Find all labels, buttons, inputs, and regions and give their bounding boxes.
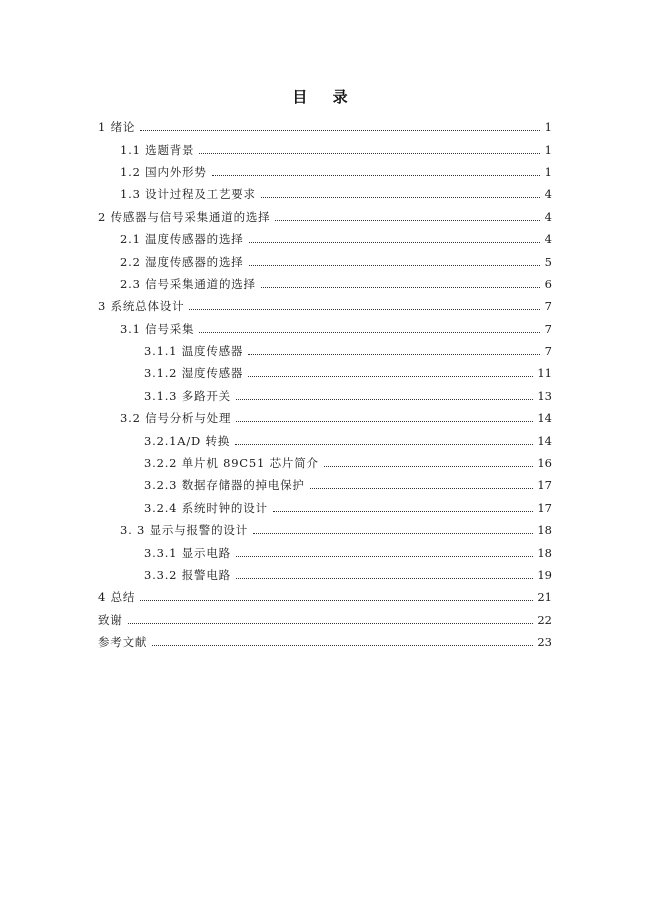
toc-entry[interactable] (98, 183, 552, 205)
toc-entry[interactable] (98, 519, 552, 541)
toc-entry-page-number: 11 (537, 366, 552, 381)
toc-entry[interactable] (98, 138, 552, 160)
toc-entry-label: 3.2 信号分析与处理 (120, 411, 232, 426)
dot-leader (236, 577, 533, 579)
toc-entry-label: 2 传感器与信号采集通道的选择 (98, 209, 271, 224)
toc-entry-label: 2.1 温度传感器的选择 (120, 232, 244, 247)
toc-entry-label: 3.2.4 系统时钟的设计 (144, 500, 268, 515)
dot-leader (199, 152, 540, 154)
toc-entry-label: 3.2.1A/D 转换 (144, 433, 231, 448)
toc-entry-label: 1.1 选题背景 (120, 142, 195, 157)
toc-entry-label: 1.2 国内外形势 (120, 164, 207, 179)
dot-leader (140, 599, 533, 601)
toc-entry-label: 3.3.2 报警电路 (144, 568, 231, 582)
toc-entry-label: 3.2.2 单片机 89C51 芯片简介 (144, 456, 319, 471)
toc-entry-page-number: 1 (544, 120, 552, 135)
toc-entry[interactable] (98, 295, 552, 317)
toc-entry[interactable] (98, 273, 552, 295)
toc-entry[interactable] (98, 586, 552, 608)
toc-entry-page-number: 6 (544, 276, 552, 291)
dot-leader (235, 443, 533, 445)
toc-entry-page-number: 14 (537, 433, 552, 448)
toc-entry-page-number: 1 (544, 164, 552, 179)
dot-leader (212, 174, 540, 176)
toc-entry[interactable] (98, 362, 552, 384)
dot-leader (273, 510, 534, 512)
toc-entry[interactable] (98, 228, 552, 250)
toc-entry-page-number: 21 (537, 590, 552, 605)
toc-entry[interactable] (98, 497, 552, 519)
toc-entry[interactable] (98, 116, 552, 138)
toc-entry-label: 2.2 湿度传感器的选择 (120, 254, 244, 269)
toc-entry-label: 1.3 设计过程及工艺要求 (120, 187, 256, 202)
toc-entry[interactable] (98, 407, 552, 429)
toc-entry-page-number: 4 (544, 232, 552, 247)
toc-entry-label: 参考文献 (98, 635, 148, 650)
toc-entry-label: 2.3 信号采集通道的选择 (120, 276, 256, 291)
toc-entry[interactable] (98, 564, 552, 586)
toc-entry-page-number: 7 (544, 299, 552, 314)
dot-leader (248, 353, 540, 355)
dot-leader (324, 465, 534, 467)
toc-entry-page-number: 1 (544, 142, 552, 157)
toc-entry-page-number: 13 (537, 388, 552, 403)
toc-entry-label: 3.1.1 温度传感器 (144, 344, 244, 359)
toc-entry[interactable] (98, 452, 552, 474)
dot-leader (128, 622, 534, 624)
toc-entry-label: 3. 3 显示与报警的设计 (120, 523, 248, 538)
toc-entry-page-number: 18 (537, 545, 552, 560)
dot-leader (248, 375, 533, 377)
toc-entry-page-number: 7 (544, 321, 552, 336)
toc-entry-label: 致谢 (98, 612, 123, 627)
toc-entry-page-number: 18 (537, 523, 552, 538)
toc-entry[interactable] (98, 318, 552, 340)
toc-entry-page-number: 14 (537, 411, 552, 426)
dot-leader (261, 286, 540, 288)
dot-leader (189, 308, 540, 310)
toc-entry-page-number: 5 (544, 254, 552, 269)
toc-entry[interactable] (98, 161, 552, 183)
toc-entry-label: 1 绪论 (98, 120, 136, 135)
toc-entry-label: 3.1 信号采集 (120, 321, 195, 336)
toc-title: 目 录 (292, 88, 358, 106)
table-of-contents (98, 116, 552, 653)
toc-entry-label: 3.1.2 湿度传感器 (144, 366, 244, 381)
toc-entry[interactable] (98, 206, 552, 228)
toc-entry-page-number: 22 (537, 612, 552, 627)
dot-leader (249, 241, 540, 243)
toc-entry[interactable] (98, 474, 552, 496)
toc-entry[interactable] (98, 250, 552, 272)
dot-leader (275, 219, 540, 221)
dot-leader (140, 129, 540, 131)
toc-entry-label: 3.1.3 多路开关 (144, 388, 231, 403)
toc-entry-page-number: 17 (537, 500, 552, 515)
toc-entry[interactable] (98, 340, 552, 362)
toc-entry-page-number: 4 (544, 187, 552, 202)
toc-entry-page-number: 19 (537, 568, 552, 582)
dot-leader (249, 264, 540, 266)
toc-entry[interactable] (98, 385, 552, 407)
dot-leader (261, 196, 540, 198)
toc-entry-page-number: 17 (537, 478, 552, 493)
toc-entry-label: 3 系统总体设计 (98, 299, 185, 314)
dot-leader (152, 644, 533, 646)
toc-entry-label: 3.2.3 数据存储器的掉电保护 (144, 478, 305, 493)
dot-leader (310, 487, 534, 489)
dot-leader (236, 555, 533, 557)
toc-entry[interactable] (98, 609, 552, 631)
dot-leader (253, 532, 533, 534)
dot-leader (236, 398, 533, 400)
toc-entry[interactable] (98, 631, 552, 653)
dot-leader (199, 331, 540, 333)
toc-entry[interactable] (98, 541, 552, 563)
toc-entry-page-number: 7 (544, 344, 552, 359)
toc-entry-label: 4 总结 (98, 590, 136, 605)
dot-leader (236, 420, 533, 422)
toc-entry-page-number: 16 (537, 456, 552, 471)
toc-entry-page-number: 23 (537, 635, 552, 650)
toc-entry[interactable] (98, 429, 552, 451)
toc-entry-label: 3.3.1 显示电路 (144, 545, 231, 560)
toc-entry-page-number: 4 (544, 209, 552, 224)
